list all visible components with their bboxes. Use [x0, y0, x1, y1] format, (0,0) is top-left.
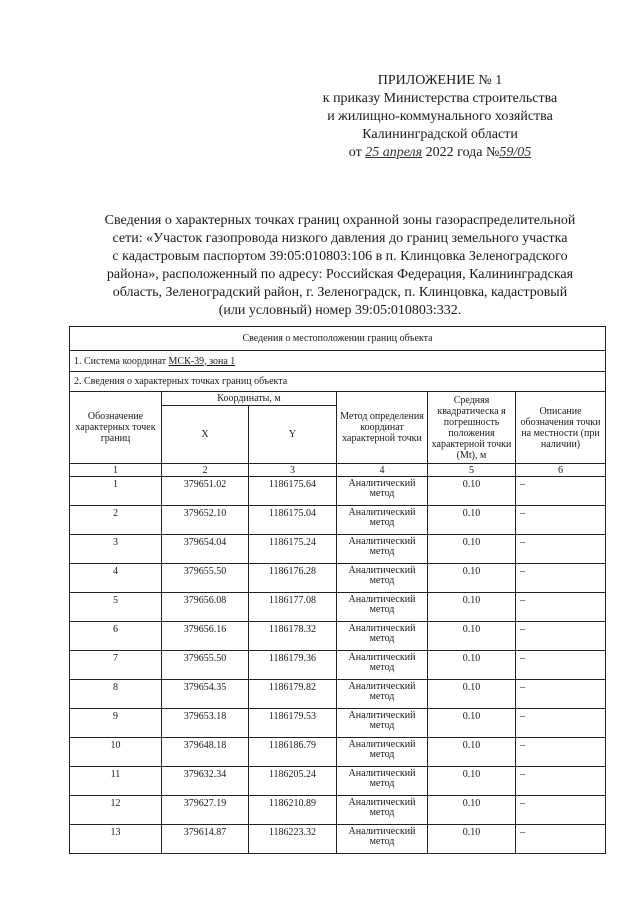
x-coordinate-cell: 379652.10: [162, 506, 249, 535]
point-number-cell: 13: [70, 825, 162, 854]
point-number-cell: 12: [70, 796, 162, 825]
coordinate-system-row: [70, 351, 606, 372]
error-cell: 0.10: [428, 593, 516, 622]
method-cell: Аналитический метод: [337, 767, 428, 796]
column-number: 4: [337, 464, 428, 477]
x-coordinate-cell: 379651.02: [162, 477, 249, 506]
table-row: [70, 535, 606, 564]
boundary-points-table: [69, 326, 606, 854]
y-coordinate-cell: 1186175.64: [249, 477, 337, 506]
table-row: [70, 709, 606, 738]
error-cell: 0.10: [428, 651, 516, 680]
method-cell: Аналитический метод: [337, 651, 428, 680]
description-cell: –: [516, 535, 606, 564]
y-coordinate-cell: 1186223.32: [249, 825, 337, 854]
header-error: Средняя квадратическа я погрешность положения характерной точки (Mt), м: [428, 392, 516, 464]
heading-line: сети: «Участок газопровода низкого давления до границ земельного участка: [112, 231, 568, 246]
description-cell: –: [516, 738, 606, 767]
date-suffix: 2022 года №: [425, 145, 500, 160]
x-coordinate-cell: 379632.34: [162, 767, 249, 796]
section-2-title: 2. Сведения о характерных точках границ объекта: [70, 372, 606, 392]
y-coordinate-cell: 1186176.28: [249, 564, 337, 593]
column-number: 6: [516, 464, 606, 477]
error-cell: 0.10: [428, 680, 516, 709]
error-cell: 0.10: [428, 622, 516, 651]
method-cell: Аналитический метод: [337, 506, 428, 535]
point-number-cell: 6: [70, 622, 162, 651]
error-cell: 0.10: [428, 738, 516, 767]
table-row: [70, 825, 606, 854]
y-coordinate-cell: 1186179.53: [249, 709, 337, 738]
column-number: 5: [428, 464, 516, 477]
header-designation: Обозначение характерных точек границ: [70, 392, 162, 464]
x-coordinate-cell: 379654.04: [162, 535, 249, 564]
method-cell: Аналитический метод: [337, 680, 428, 709]
handwritten-number: 59/05: [499, 145, 532, 160]
x-coordinate-cell: 379655.50: [162, 651, 249, 680]
table-row: [70, 796, 606, 825]
header-y: Y: [249, 406, 337, 464]
appendix-line-2: к приказу Министерства строительства: [322, 91, 558, 106]
description-cell: –: [516, 825, 606, 854]
x-coordinate-cell: 379648.18: [162, 738, 249, 767]
y-coordinate-cell: 1186205.24: [249, 767, 337, 796]
point-number-cell: 11: [70, 767, 162, 796]
point-number-cell: 3: [70, 535, 162, 564]
heading-line: с кадастровым паспортом 39:05:010803:106 в п. Клинцовка Зеленоградского: [112, 249, 568, 264]
table-row: [70, 477, 606, 506]
table-row: [70, 738, 606, 767]
y-coordinate-cell: 1186179.82: [249, 680, 337, 709]
x-coordinate-cell: 379654.35: [162, 680, 249, 709]
y-coordinate-cell: 1186175.04: [249, 506, 337, 535]
error-cell: 0.10: [428, 535, 516, 564]
error-cell: 0.10: [428, 767, 516, 796]
y-coordinate-cell: 1186179.36: [249, 651, 337, 680]
handwritten-date: 25 апреля: [365, 145, 423, 160]
x-coordinate-cell: 379656.16: [162, 622, 249, 651]
error-cell: 0.10: [428, 564, 516, 593]
coordinate-system-label: 1. Система координат: [74, 355, 169, 367]
heading-line: область, Зеленоградский район, г. Зеленоградск, п. Клинцовка, кадастровый: [112, 285, 568, 300]
point-number-cell: 2: [70, 506, 162, 535]
appendix-line-3: и жилищно-коммунального хозяйства: [327, 109, 553, 124]
error-cell: 0.10: [428, 709, 516, 738]
y-coordinate-cell: 1186175.24: [249, 535, 337, 564]
header-description: Описание обозначения точки на местности (при наличии): [516, 392, 606, 464]
description-cell: –: [516, 593, 606, 622]
description-cell: –: [516, 622, 606, 651]
x-coordinate-cell: 379655.50: [162, 564, 249, 593]
table-row: [70, 767, 606, 796]
column-number: 1: [70, 464, 162, 477]
method-cell: Аналитический метод: [337, 622, 428, 651]
method-cell: Аналитический метод: [337, 564, 428, 593]
y-coordinate-cell: 1186186.79: [249, 738, 337, 767]
method-cell: Аналитический метод: [337, 535, 428, 564]
document-heading: [75, 212, 605, 320]
heading-line: Сведения о характерных точках границ охранной зоны газораспределительной: [104, 213, 576, 228]
y-coordinate-cell: 1186178.32: [249, 622, 337, 651]
method-cell: Аналитический метод: [337, 796, 428, 825]
coordinate-system-value: МСК-39, зона 1: [168, 355, 236, 367]
point-number-cell: 5: [70, 593, 162, 622]
y-coordinate-cell: 1186210.89: [249, 796, 337, 825]
appendix-title: ПРИЛОЖЕНИЕ № 1: [377, 73, 503, 88]
header-method: Метод определения координат характерной точки: [337, 392, 428, 464]
x-coordinate-cell: 379653.18: [162, 709, 249, 738]
header-x: X: [162, 406, 249, 464]
table-title: Сведения о местоположении границ объекта: [70, 327, 606, 351]
description-cell: –: [516, 564, 606, 593]
description-cell: –: [516, 680, 606, 709]
point-number-cell: 10: [70, 738, 162, 767]
method-cell: Аналитический метод: [337, 738, 428, 767]
header-coordinates: Координаты, м: [162, 392, 337, 406]
error-cell: 0.10: [428, 796, 516, 825]
heading-line: района», расположенный по адресу: Российская Федерация, Калининградская: [106, 267, 574, 282]
appendix-date-line: [300, 144, 580, 162]
description-cell: –: [516, 477, 606, 506]
x-coordinate-cell: 379614.87: [162, 825, 249, 854]
point-number-cell: 4: [70, 564, 162, 593]
description-cell: –: [516, 651, 606, 680]
description-cell: –: [516, 506, 606, 535]
heading-line: (или условный) номер 39:05:010803:332.: [218, 303, 462, 318]
column-number: 3: [249, 464, 337, 477]
method-cell: Аналитический метод: [337, 593, 428, 622]
x-coordinate-cell: 379627.19: [162, 796, 249, 825]
description-cell: –: [516, 709, 606, 738]
table-row: [70, 564, 606, 593]
error-cell: 0.10: [428, 477, 516, 506]
table-row: [70, 651, 606, 680]
appendix-block: [300, 72, 580, 162]
point-number-cell: 8: [70, 680, 162, 709]
table-row: [70, 680, 606, 709]
method-cell: Аналитический метод: [337, 825, 428, 854]
method-cell: Аналитический метод: [337, 709, 428, 738]
point-number-cell: 9: [70, 709, 162, 738]
table-row: [70, 622, 606, 651]
error-cell: 0.10: [428, 506, 516, 535]
point-number-cell: 1: [70, 477, 162, 506]
y-coordinate-cell: 1186177.08: [249, 593, 337, 622]
table-row: [70, 506, 606, 535]
date-prefix: от: [348, 145, 362, 160]
point-number-cell: 7: [70, 651, 162, 680]
method-cell: Аналитический метод: [337, 477, 428, 506]
x-coordinate-cell: 379656.08: [162, 593, 249, 622]
error-cell: 0.10: [428, 825, 516, 854]
description-cell: –: [516, 796, 606, 825]
description-cell: –: [516, 767, 606, 796]
appendix-line-4: Калининградской области: [362, 127, 518, 142]
column-number: 2: [162, 464, 249, 477]
table-row: [70, 593, 606, 622]
